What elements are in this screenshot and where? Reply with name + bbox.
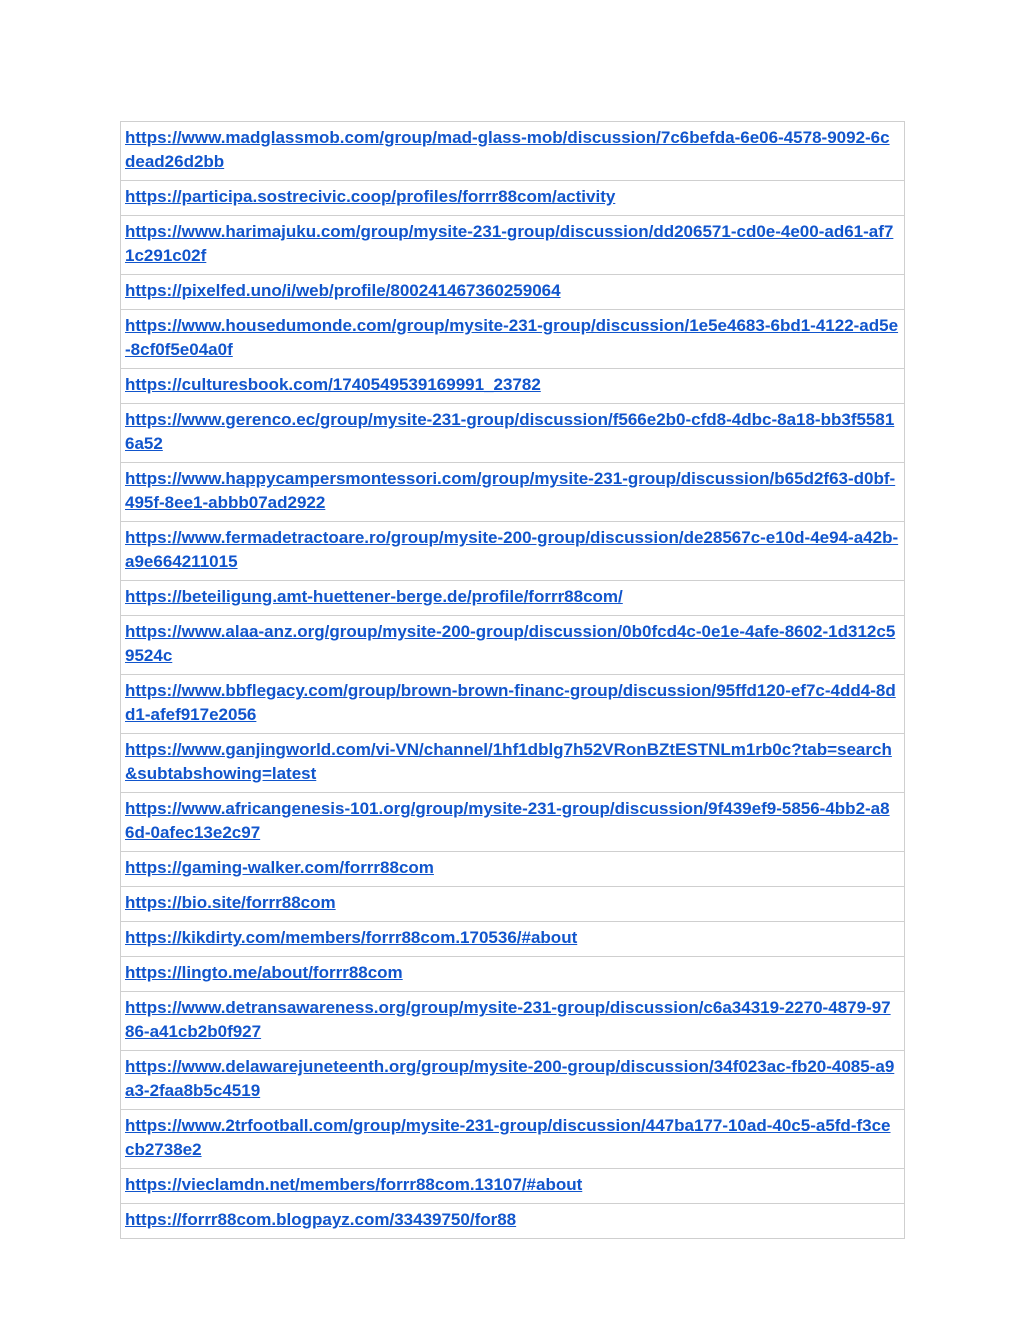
table-row [121, 887, 905, 922]
link[interactable]: https://kikdirty.com/members/forrr88com.170536/#about [125, 928, 578, 947]
table-row [121, 369, 905, 404]
link[interactable]: https://gaming-walker.com/forrr88com [125, 858, 434, 877]
table-row [121, 852, 905, 887]
table-cell [121, 1051, 905, 1110]
link[interactable]: https://www.detransawareness.org/group/mysite-231-group/discussion/c6a34319-2270-4879-9786-a41cb2b0f927 [125, 998, 891, 1041]
table-row [121, 675, 905, 734]
table-row [121, 310, 905, 369]
table-row [121, 1110, 905, 1169]
link[interactable]: https://www.ganjingworld.com/vi-VN/channel/1hf1dblg7h52VRonBZtESTNLm1rb0c?tab=search&subtabshowing=latest [125, 740, 892, 783]
table-cell [121, 310, 905, 369]
link[interactable]: https://vieclamdn.net/members/forrr88com.13107/#about [125, 1175, 583, 1194]
table-cell [121, 992, 905, 1051]
link[interactable]: https://culturesbook.com/1740549539169991_23782 [125, 375, 541, 394]
links-table [120, 121, 905, 1239]
table-row [121, 463, 905, 522]
table-cell [121, 216, 905, 275]
table-cell [121, 957, 905, 992]
link[interactable]: https://beteiligung.amt-huettener-berge.de/profile/forrr88com/ [125, 587, 623, 606]
table-row [121, 1204, 905, 1239]
table-row [121, 522, 905, 581]
table-cell [121, 793, 905, 852]
table-cell [121, 122, 905, 181]
link[interactable]: https://www.fermadetractoare.ro/group/mysite-200-group/discussion/de28567c-e10d-4e94-a42b-a9e664211015 [125, 528, 899, 571]
link[interactable]: https://www.harimajuku.com/group/mysite-231-group/discussion/dd206571-cd0e-4e00-ad61-af71c291c02f [125, 222, 894, 265]
table-cell [121, 522, 905, 581]
table-cell [121, 275, 905, 310]
table-cell [121, 1204, 905, 1239]
link[interactable]: https://www.alaa-anz.org/group/mysite-200-group/discussion/0b0fcd4c-0e1e-4afe-8602-1d312c59524c [125, 622, 896, 665]
link[interactable]: https://www.bbflegacy.com/group/brown-brown-financ-group/discussion/95ffd120-ef7c-4dd4-8dd1-afef917e2056 [125, 681, 896, 724]
table-row [121, 404, 905, 463]
link[interactable]: https://pixelfed.uno/i/web/profile/800241467360259064 [125, 281, 561, 300]
table-row [121, 793, 905, 852]
table-cell [121, 369, 905, 404]
link[interactable]: https://www.africangenesis-101.org/group/mysite-231-group/discussion/9f439ef9-5856-4bb2-a86d-0afec13e2c97 [125, 799, 890, 842]
table-row [121, 734, 905, 793]
link[interactable]: https://www.housedumonde.com/group/mysite-231-group/discussion/1e5e4683-6bd1-4122-ad5e-8cf0f5e04a0f [125, 316, 899, 359]
link[interactable]: https://participa.sostrecivic.coop/profiles/forrr88com/activity [125, 187, 616, 206]
table-row [121, 992, 905, 1051]
table-cell [121, 887, 905, 922]
link[interactable]: https://www.gerenco.ec/group/mysite-231-group/discussion/f566e2b0-cfd8-4dbc-8a18-bb3f55816a52 [125, 410, 895, 453]
link[interactable]: https://www.madglassmob.com/group/mad-glass-mob/discussion/7c6befda-6e06-4578-9092-6cdead26d2bb [125, 128, 890, 171]
table-cell [121, 675, 905, 734]
link[interactable]: https://bio.site/forrr88com [125, 893, 336, 912]
link[interactable]: https://forrr88com.blogpayz.com/33439750/for88 [125, 1210, 517, 1229]
table-cell [121, 581, 905, 616]
table-row [121, 181, 905, 216]
table-row [121, 922, 905, 957]
table-cell [121, 922, 905, 957]
link[interactable]: https://www.happycampersmontessori.com/group/mysite-231-group/discussion/b65d2f63-d0bf-495f-8ee1-abbb07ad2922 [125, 469, 896, 512]
table-cell [121, 1169, 905, 1204]
table-cell [121, 404, 905, 463]
link[interactable]: https://www.2trfootball.com/group/mysite-231-group/discussion/447ba177-10ad-40c5-a5fd-f3cecb2738e2 [125, 1116, 891, 1159]
table-row [121, 122, 905, 181]
table-row [121, 581, 905, 616]
table-row [121, 216, 905, 275]
table-cell [121, 463, 905, 522]
table-cell [121, 1110, 905, 1169]
table-row [121, 1051, 905, 1110]
table-cell [121, 734, 905, 793]
table-row [121, 275, 905, 310]
table-row [121, 1169, 905, 1204]
link[interactable]: https://www.delawarejuneteenth.org/group/mysite-200-group/discussion/34f023ac-fb20-4085-a9a3-2faa8b5c4519 [125, 1057, 895, 1100]
link[interactable]: https://lingto.me/about/forrr88com [125, 963, 403, 982]
table-cell [121, 852, 905, 887]
table-cell [121, 181, 905, 216]
table-cell [121, 616, 905, 675]
table-row [121, 616, 905, 675]
table-row [121, 957, 905, 992]
